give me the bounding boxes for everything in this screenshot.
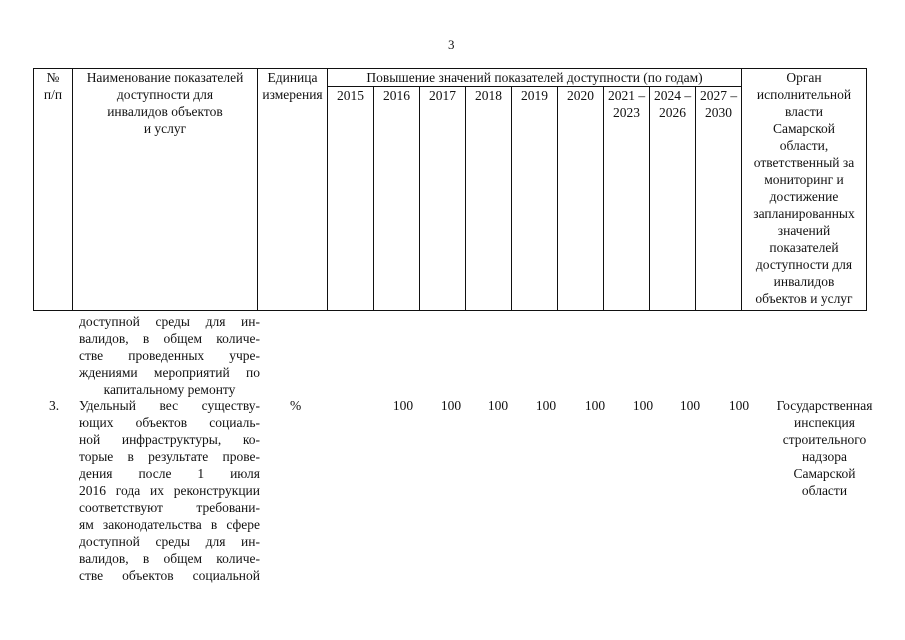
continuation-line: ждениями мероприятий по <box>79 365 260 380</box>
row-organ <box>762 397 887 499</box>
header-unit-line: измерения <box>262 87 323 102</box>
header-year: 2027 – 2030 <box>696 87 742 311</box>
value-2016: 100 <box>392 398 414 413</box>
continuation-line: капитальному ремонту <box>103 382 236 397</box>
header-organ <box>742 69 867 311</box>
continuation-text <box>79 313 260 398</box>
row-number: 3. <box>49 398 60 413</box>
value-2027-2030: 100 <box>728 398 750 413</box>
header-organ-line: показателей <box>769 240 839 255</box>
indicator-line: ющих объектов социаль- <box>79 415 260 430</box>
value-2024-2026: 100 <box>679 398 701 413</box>
indicator-line: доступной среды для ин- <box>79 534 260 549</box>
header-number-label: п/п <box>43 87 63 102</box>
header-name-line: инвалидов объектов <box>107 104 223 119</box>
header-number <box>34 69 73 311</box>
continuation-line: стве проведенных учре- <box>79 348 260 363</box>
organ-line: инспекция <box>794 415 855 430</box>
header-year: 2024 – 2026 <box>650 87 696 311</box>
header-year: 2017 <box>420 87 466 311</box>
header-year: 2018 <box>466 87 512 311</box>
continuation-line: валидов, в общем количе- <box>79 331 260 346</box>
header-organ-line: инвалидов <box>773 274 835 289</box>
header-organ-line: достижение <box>769 189 839 204</box>
row-unit: % <box>290 398 302 413</box>
organ-line: строительного <box>782 432 867 447</box>
header-organ-line: мониторинг и <box>764 172 844 187</box>
header-year: 2015 <box>328 87 374 311</box>
value-2020: 100 <box>584 398 606 413</box>
header-organ-line: запланированных <box>753 206 855 221</box>
value-2021-2023: 100 <box>632 398 654 413</box>
header-name-line: и услуг <box>143 121 187 136</box>
header-organ-line: ответственный за <box>753 155 855 170</box>
header-organ-line: области, <box>779 138 829 153</box>
header-organ-line: Орган <box>786 70 822 85</box>
value-2018: 100 <box>487 398 509 413</box>
header-group-title: Повышение значений показателей доступности (по годам) <box>328 69 742 87</box>
header-organ-line: власти <box>784 104 824 119</box>
organ-line: Самарской <box>793 466 856 481</box>
header-year: 2016 <box>374 87 420 311</box>
indicator-line: дения после 1 июля <box>79 466 260 481</box>
header-organ-line: доступности для <box>755 257 853 272</box>
indicator-line: ной инфраструктуры, ко- <box>79 432 260 447</box>
organ-line: Государственная <box>776 398 873 413</box>
page-number: 3 <box>448 37 455 52</box>
header-year: 2021 – 2023 <box>604 87 650 311</box>
header-organ-line: объектов и услуг <box>755 291 853 306</box>
indicator-line: 2016 года их реконструкции <box>79 483 260 498</box>
header-unit <box>258 69 328 311</box>
indicator-line: Удельный вес существу- <box>79 398 260 413</box>
indicator-line: торые в результате прове- <box>79 449 260 464</box>
indicator-line: соответствуют требовани- <box>79 500 260 515</box>
header-name-line: Наименование показателей <box>86 70 244 85</box>
indicator-line: ям законодательства в сфере <box>79 517 260 532</box>
header-number-symbol: № <box>46 70 60 85</box>
indicator-line: стве объектов социальной <box>79 568 260 583</box>
indicator-line: валидов, в общем количе- <box>79 551 260 566</box>
row-indicator-name <box>79 397 260 584</box>
table-header <box>33 68 867 311</box>
header-unit-line: Единица <box>267 70 318 85</box>
header-year: 2019 <box>512 87 558 311</box>
value-2019: 100 <box>535 398 557 413</box>
header-organ-line: исполнительной <box>756 87 852 102</box>
value-2017: 100 <box>440 398 462 413</box>
header-organ-line: Самарской <box>772 121 836 136</box>
header-organ-line: значений <box>777 223 831 238</box>
header-year: 2020 <box>558 87 604 311</box>
header-name-line: доступности для <box>116 87 214 102</box>
continuation-line: доступной среды для ин- <box>79 314 260 329</box>
organ-line: области <box>801 483 848 498</box>
header-name <box>73 69 258 311</box>
organ-line: надзора <box>802 449 847 464</box>
